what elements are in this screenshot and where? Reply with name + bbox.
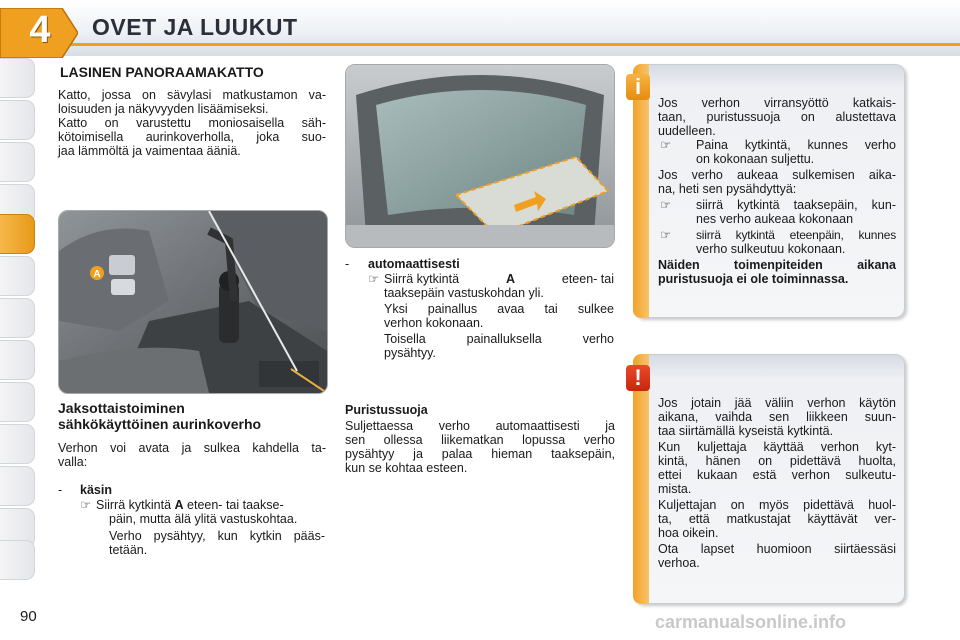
info-stripe	[633, 64, 649, 318]
subhead-line-1: Jaksottaistoiminen	[58, 400, 185, 416]
info-step2-line-2: nes verho aukeaa kokonaan	[696, 212, 854, 226]
auto-label: automaattisesti	[368, 257, 460, 271]
header-rule	[60, 43, 960, 46]
info-mid-line-2: na, heti sen pysähdyttyä:	[658, 182, 797, 196]
roof-photo	[345, 64, 615, 248]
intro-line-2: loisuuden ja näkyvyyden lisäämiseksi.	[58, 102, 269, 116]
auto-pointer-icon: ☞	[368, 272, 380, 286]
warn-p3-line-1: Kuljettajan on myös pidettävä huol-	[658, 498, 896, 512]
warn-p2-line-3: ettei kukaan estä verhon sulkeutu-	[658, 468, 896, 482]
side-tab-2[interactable]	[0, 100, 35, 140]
manual-note-line-2: tetään.	[109, 543, 148, 557]
para2-line-1: Katto on varustettu moniosaisella säh-	[58, 116, 326, 130]
side-tab-7[interactable]	[0, 298, 35, 338]
pinch-line-4: kun se kohtaa esteen.	[345, 461, 468, 475]
warn-p2-line-2: kintä, hänen on pidettävä huolta,	[658, 454, 896, 468]
switch-ref-a: A	[174, 498, 184, 512]
side-tab-13[interactable]	[0, 540, 35, 580]
pinch-line-2: sen ollessa liikematkan lopussa verho	[345, 433, 615, 447]
warn-p2-line-1: Kun kuljettaja käyttää verhon kyt-	[658, 440, 896, 454]
side-tab-11[interactable]	[0, 466, 35, 506]
section-title: LASINEN PANORAAMAKATTO	[60, 64, 264, 80]
manual-step-text: Siirrä kytkintä A eteen- tai taakse-	[96, 498, 284, 512]
pinch-line-3: pysähtyy ja palaa hieman taaksepäin,	[345, 447, 615, 461]
auto-note2-line-1: Toisella painalluksella verho	[384, 332, 614, 346]
side-tab-1[interactable]	[0, 58, 35, 98]
desc-line-1: Verhon voi avata ja sulkea kahdella ta-	[58, 441, 326, 455]
info-step1-line-1: Paina kytkintä, kunnes verho	[696, 138, 896, 152]
warn-p1-line-3: taa siirtämällä kyseistä kytkintä.	[658, 424, 834, 438]
info-icon: i	[626, 74, 650, 100]
info-mid-line-1: Jos verho aukeaa sulkemisen aika-	[658, 168, 896, 182]
auto-step-line-2: taaksepäin vastuskohdan yli.	[384, 286, 544, 300]
warning-stripe	[633, 354, 649, 604]
warn-p4-line-1: Ota lapset huomioon siirtäessäsi	[658, 542, 896, 556]
side-tab-active[interactable]	[0, 214, 35, 254]
warn-p3-line-3: hoa oikein.	[658, 526, 719, 540]
info-step1-line-2: on kokonaan suljettu.	[696, 152, 815, 166]
auto-note2-line-2: pysähtyy.	[384, 346, 436, 360]
warn-p1-line-1: Jos jotain jää väliin verhon käytön	[658, 396, 896, 410]
desc-line-2: valla:	[58, 455, 88, 469]
info-bold-line-2: puristusuoja ei ole toiminnassa.	[658, 272, 849, 286]
intro-line-1: Katto, jossa on sävylasi matkustamon va-	[58, 88, 326, 102]
auto-switch-ref-a: A	[505, 272, 515, 286]
auto-dash: -	[345, 257, 350, 271]
watermark: carmanualsonline.info	[655, 612, 847, 632]
console-photo	[58, 210, 328, 394]
info-bold-line-1: Näiden toimenpiteiden aikana	[658, 258, 896, 272]
para2-line-3: jaa lämmöltä ja vaimentaa ääniä.	[58, 144, 241, 158]
pinch-line-1: Suljettaessa verho automaattisesti ja	[345, 419, 615, 433]
auto-step-line-1: Siirrä kytkintä A eteen- tai	[384, 272, 614, 286]
warn-p1-line-2: aikana, vaihda sen liikkeen suun-	[658, 410, 896, 424]
warning-icon: !	[626, 365, 650, 391]
info-step3-line-1: siirrä kytkintä eteenpäin, kunnes	[696, 228, 896, 242]
warn-p4-line-2: verhoa.	[658, 556, 700, 570]
side-tab-10[interactable]	[0, 424, 35, 464]
switch-label-a: A	[93, 269, 101, 280]
para2-line-2: kötoimisella aurinkoverholla, joka suo-	[58, 130, 326, 144]
info-intro-line-1: Jos verhon virransyöttö katkais-	[658, 96, 896, 110]
info-pointer-icon-1: ☞	[660, 138, 672, 152]
manual-step-line-2: päin, mutta älä ylitä vastuskohtaa.	[109, 512, 298, 526]
manual-note-line-1: Verho pysähtyy, kun kytkin pääs-	[109, 529, 325, 543]
page-title: OVET JA LUUKUT	[92, 14, 298, 40]
manual-dash: -	[58, 483, 63, 497]
pointer-icon: ☞	[80, 498, 92, 512]
subhead-line-2: sähkökäyttöinen aurinkoverho	[58, 416, 262, 432]
warn-p2-line-4: mista.	[658, 482, 692, 496]
info-intro-line-2: taan, puristussuoja on alustettava	[658, 110, 896, 124]
warn-p3-line-2: ta, että matkustajat käyttävät ver-	[658, 512, 896, 526]
info-intro-line-3: uudelleen.	[658, 124, 716, 138]
info-pointer-icon-2: ☞	[660, 198, 672, 212]
info-step2-line-1: siirrä kytkintä taaksepäin, kun-	[696, 198, 896, 212]
page-number: 90	[20, 608, 37, 625]
info-step3-line-2: verho sulkeutuu kokonaan.	[696, 242, 846, 256]
pinch-title: Puristussuoja	[345, 403, 428, 417]
side-tab-9[interactable]	[0, 382, 35, 422]
side-tab-6[interactable]	[0, 256, 35, 296]
chapter-number: 4	[29, 9, 51, 51]
auto-note1-line-2: verhon kokonaan.	[384, 316, 484, 330]
manual-label: käsin	[80, 483, 112, 497]
side-tab-8[interactable]	[0, 340, 35, 380]
auto-note1-line-1: Yksi painallus avaa tai sulkee	[384, 302, 614, 316]
info-pointer-icon-3: ☞	[660, 228, 672, 242]
side-tab-3[interactable]	[0, 142, 35, 182]
